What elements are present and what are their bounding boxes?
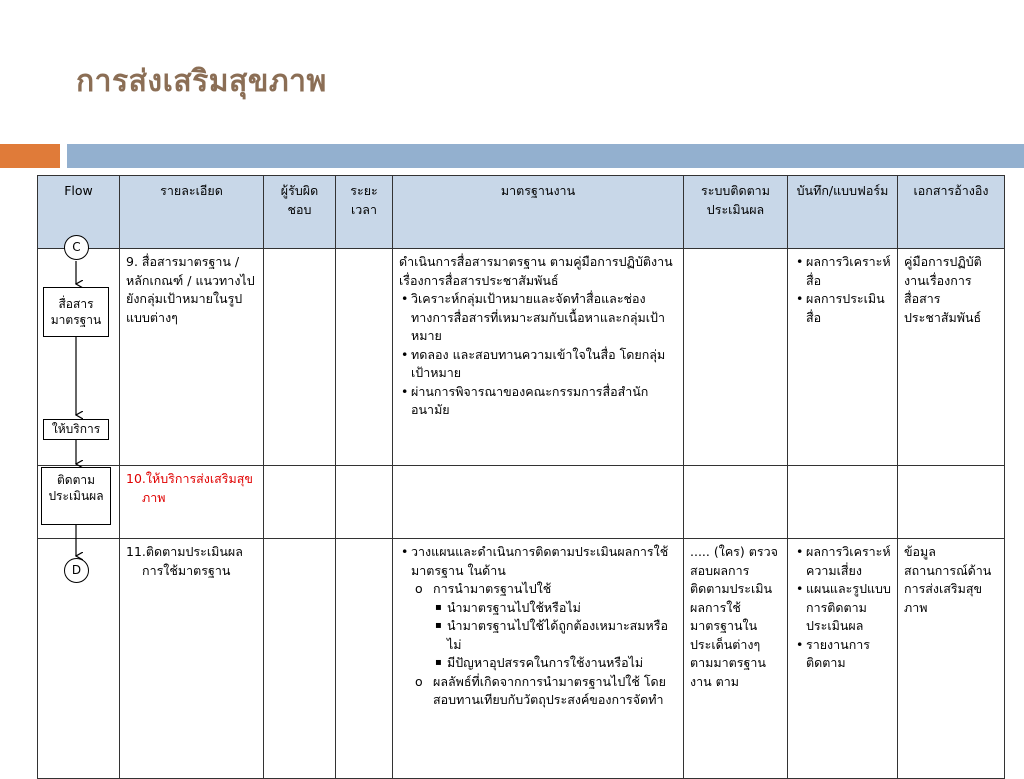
row-11-standard <box>393 539 684 779</box>
connector-d: D <box>64 558 89 583</box>
list-item: • ผลการประเมินสื่อ <box>806 290 891 327</box>
row-11-responsible <box>264 539 336 779</box>
table-row <box>38 249 1005 466</box>
list-item: ▪ มีปัญหาอุปสรรคในการใช้งานหรือไม่ <box>447 654 677 673</box>
row-10-detail: 10.ให้บริการส่งเสริมสุขภาพ <box>120 466 264 539</box>
flow-cell <box>38 249 120 466</box>
row-11-detail: 11.ติดตามประเมินผลการใช้มาตรฐาน <box>120 539 264 779</box>
row-9-record <box>788 249 898 466</box>
row-10-reference <box>898 466 1005 539</box>
accent-bar-blue <box>67 144 1024 168</box>
header-record: บันทึก/แบบฟอร์ม <box>788 176 898 249</box>
row-9-standard <box>393 249 684 466</box>
list-item: • แผนและรูปแบบการติดตามประเมินผล <box>806 580 891 636</box>
row-10-standard <box>393 466 684 539</box>
row-10-responsible <box>264 466 336 539</box>
connector-c: C <box>64 235 89 260</box>
table-header-row <box>38 176 1005 249</box>
list-item: • ผลการวิเคราะห์ความเสี่ยง <box>806 543 891 580</box>
procedure-table <box>37 175 1005 779</box>
row-11-reference: ข้อมูลสถานการณ์ด้านการส่งเสริมสุขภาพ <box>898 539 1005 779</box>
row-9-duration <box>336 249 393 466</box>
row-9-detail: 9. สื่อสารมาตรฐาน / หลักเกณฑ์ / แนวทางไปยังกลุ่มเป้าหมายในรูปแบบต่างๆ <box>120 249 264 466</box>
list-item: o การนำมาตรฐานไปใช้ ▪ นำมาตรฐานไปใช้หรือไม่ ▪ นำมาตรฐานไปใช้ได้ถูกต้องเหมาะสมหรือไม่ ▪ มีปัญหาอุปสรรคในการใช้งานหรือไม่ <box>433 580 677 673</box>
row-10-record <box>788 466 898 539</box>
row-10-monitoring <box>684 466 788 539</box>
list-item: ▪ นำมาตรฐานไปใช้ได้ถูกต้องเหมาะสมหรือไม่ <box>447 617 677 654</box>
list-item: o ผลลัพธ์ที่เกิดจากการนำมาตรฐานไปใช้ โดยสอบทานเทียบกับวัตถุประสงค์ของการจัดทำ <box>433 673 677 710</box>
header-monitoring: ระบบติดตามประเมินผล <box>684 176 788 249</box>
row-9-monitoring <box>684 249 788 466</box>
table-row <box>38 466 1005 539</box>
header-reference: เอกสารอ้างอิง <box>898 176 1005 249</box>
flow-cell <box>38 539 120 779</box>
list-item: • รายงานการติดตาม <box>806 636 891 673</box>
row-9-reference: คู่มือการปฏิบัติงานเรื่องการสื่อสารประชาสัมพันธ์ <box>898 249 1005 466</box>
flow-cell <box>38 466 120 539</box>
list-item: • ผ่านการพิจารณาของคณะกรรมการสื่อสำนักอนามัย <box>411 383 677 420</box>
list-item: ▪ นำมาตรฐานไปใช้หรือไม่ <box>447 599 677 618</box>
row-11-monitoring: ..... (ใคร) ตรวจสอบผลการติดตามประเมินผลการใช้มาตรฐานในประเด็นต่างๆ ตามมาตรฐานงาน ตาม <box>684 539 788 779</box>
row-9-responsible <box>264 249 336 466</box>
standard-intro: ดำเนินการสื่อสารมาตรฐาน ตามคู่มือการปฏิบัติงานเรื่องการสื่อสารประชาสัมพันธ์ <box>399 254 673 288</box>
header-detail: รายละเอียด <box>120 176 264 249</box>
row-11-duration <box>336 539 393 779</box>
list-item: • ทดลอง และสอบทานความเข้าใจในสื่อ โดยกลุ่มเป้าหมาย <box>411 346 677 383</box>
flow-box-service: ให้บริการ <box>43 419 109 440</box>
list-item: • วางแผนและดำเนินการติดตามประเมินผลการใช้มาตรฐาน ในด้าน o การนำมาตรฐานไปใช้ ▪ นำมาตรฐานไปใช้หรือไม่ ▪ นำมาตรฐานไปใช้ได้ถูกต้องเหมาะสมหรือไม่ ▪ มีปัญหาอุปสรรคในการใช้งานหรือไม่ o ผลลัพธ์ที่เกิดจากการนำมาตรฐานไปใช้ โดยสอบทานเทียบกับวัตถุประสงค์ของการจัดทำ <box>411 543 677 710</box>
list-item: • ผลการวิเคราะห์สื่อ <box>806 253 891 290</box>
flow-box-communicate: สื่อสารมาตรฐาน <box>43 287 109 337</box>
header-flow: Flow <box>38 176 120 249</box>
flow-box-monitor: ติดตามประเมินผล <box>41 467 111 525</box>
row-10-duration <box>336 466 393 539</box>
page-title: การส่งเสริมสุขภาพ <box>76 64 327 99</box>
row-11-record <box>788 539 898 779</box>
table-row <box>38 539 1005 779</box>
header-standard: มาตรฐานงาน <box>393 176 684 249</box>
header-duration: ระยะเวลา <box>336 176 393 249</box>
header-responsible: ผู้รับผิดชอบ <box>264 176 336 249</box>
list-item: • วิเคราะห์กลุ่มเป้าหมายและจัดทำสื่อและช่องทางการสื่อสารที่เหมาะสมกับเนื้อหาและกลุ่มเป้าหมาย <box>411 290 677 346</box>
accent-bar-orange <box>0 144 60 168</box>
